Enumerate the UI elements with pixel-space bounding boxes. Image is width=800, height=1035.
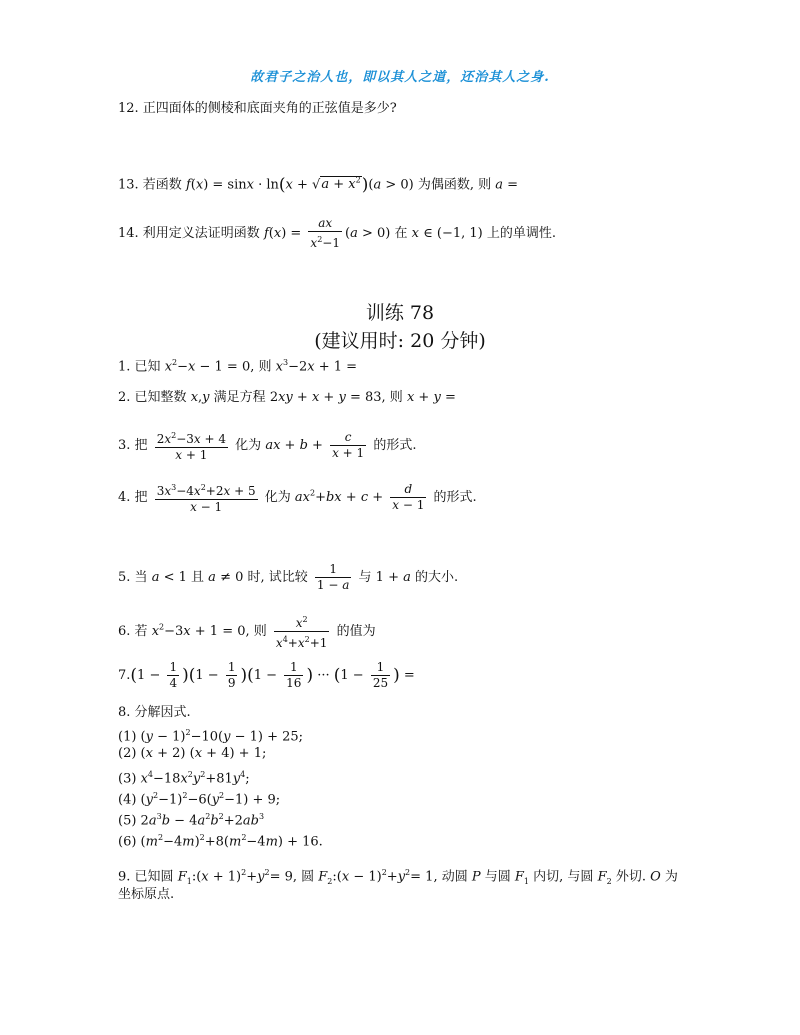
question-3: 3. 把 $\frac{2x^2-3x + 4}{x + 1}$ 化为 ax + b + $\frac{c}{x + 1}$ 的形式. — [118, 430, 417, 462]
question-12 — [118, 100, 397, 118]
question-13-label: 13. 若函数 — [118, 177, 182, 193]
question-4: 4. 把 $\frac{3x^3-4x^2+2x + 5}{x - 1}$ 化为 $ax^2+bx + c$ + $\frac{d}{x - 1}$ 的形式. — [118, 482, 477, 514]
question-8-item-2: (2) (x + 2) (x + 4) + 1; — [118, 746, 267, 761]
question-5-and: 且 — [191, 570, 205, 585]
question-4-label: 4. 把 — [118, 490, 148, 505]
question-9-line-2: 坐标原点. — [118, 887, 175, 902]
question-7: 7.(1 − $\frac{1}{4}$ )(1 − $\frac{1}{9}$ )(1 − $\frac{1}{16}$ ) ··· (1 − $\frac{1}{25}$ ) = — [118, 660, 415, 690]
question-1-label: 1. 已知 — [118, 359, 161, 375]
question-5: 5. 当 a < 1 且 a ≠ 0 时, 试比较 $\frac{1}{1 - a}$ 与 1 + a 的大小. — [118, 562, 459, 592]
question-9: 9. 已知圆 $F_1:(x + 1)^2+y^2= 9$, 圆 $F_2:(x - 1)^2+y^2= 1$, 动圆 P 与圆 $F_1$ 内切, 与圆 $F_2$ 外切. O 为 — [118, 868, 678, 886]
question-8-item-4: (4) $(y^2-1)^2-6(y^2-1) + 9$; — [118, 791, 281, 808]
question-2-label: 2. 已知整数 — [118, 390, 187, 405]
section-subtitle: (建议用时: 20 分钟) — [314, 330, 486, 352]
question-8-item-3: (3) $x^4-18x^2y^2+81y^4$; — [118, 770, 250, 787]
question-13: 13. 若函数 $f(x) = \sin x \cdot \ln(x + √a + x^2)(a > 0)$ 为偶函数, 则 a = — [118, 174, 519, 195]
question-5-label: 5. 当 — [118, 570, 148, 585]
question-4-mid: 化为 — [264, 490, 291, 505]
section-title: 训练 78 — [365, 302, 435, 324]
question-6-mid: , 则 — [245, 624, 267, 639]
question-13-tail: 为偶函数, 则 — [417, 177, 492, 193]
question-3-mid: 化为 — [235, 438, 262, 453]
question-6-label: 6. 若 — [118, 624, 148, 639]
question-8-item-5: (5) $2a^3b - 4a^2b^2+2ab^3$ — [118, 812, 265, 829]
question-14-mid: 在 — [394, 226, 408, 241]
question-3-label: 3. 把 — [118, 438, 148, 453]
question-8 — [118, 704, 191, 722]
question-5-tail: 的大小. — [415, 570, 459, 585]
question-5-when: 时, 试比较 — [247, 570, 308, 585]
question-4-tail: 的形式. — [433, 490, 477, 505]
question-14-tail: 上的单调性. — [486, 226, 556, 241]
question-8-item-1: (1) $(y - 1)^2-10(y - 1) + 25$; — [118, 728, 304, 745]
question-1-mid: , 则 — [250, 359, 272, 375]
question-7-label: 7. — [118, 668, 131, 683]
question-8-item-6: (6) $(m^2-4m)^2+8(m^2-4m) + 16$. — [118, 833, 323, 850]
question-14-label: 14. 利用定义法证明函数 — [118, 226, 260, 241]
question-6: 6. 若 $x^2-3x + 1 = 0$, 则 $\frac{x^2}{x^4+x^2+1}$ 的值为 — [118, 612, 376, 651]
question-8-label: 8. 分解因式. — [118, 705, 191, 720]
question-3-tail: 的形式. — [373, 438, 417, 453]
motto-header: 故君子之治人也，即以其人之道，还治其人之身. — [250, 70, 550, 85]
question-1: 1. 已知 $x^2-x - 1 = 0$, 则 $x^3-2x + 1$ = — [118, 358, 358, 375]
question-14: 14. 利用定义法证明函数 f(x) = $\frac{ax}{x^2-1}$ (a > 0) 在 x ∈ (−1, 1) 上的单调性. — [118, 216, 556, 250]
question-2: 2. 已知整数 x,y 满足方程 2xy + x + y = 83, 则 x + y = — [118, 390, 456, 405]
question-2-mid: 满足方程 — [213, 390, 266, 405]
question-9-label: 9. 已知圆 — [118, 869, 174, 885]
question-5-with: 与 — [358, 570, 372, 585]
question-6-tail: 的值为 — [336, 624, 376, 639]
question-2-mid2: , 则 — [381, 390, 403, 405]
question-12-text: 12. 正四面体的侧棱和底面夹角的正弦值是多少? — [118, 101, 397, 116]
